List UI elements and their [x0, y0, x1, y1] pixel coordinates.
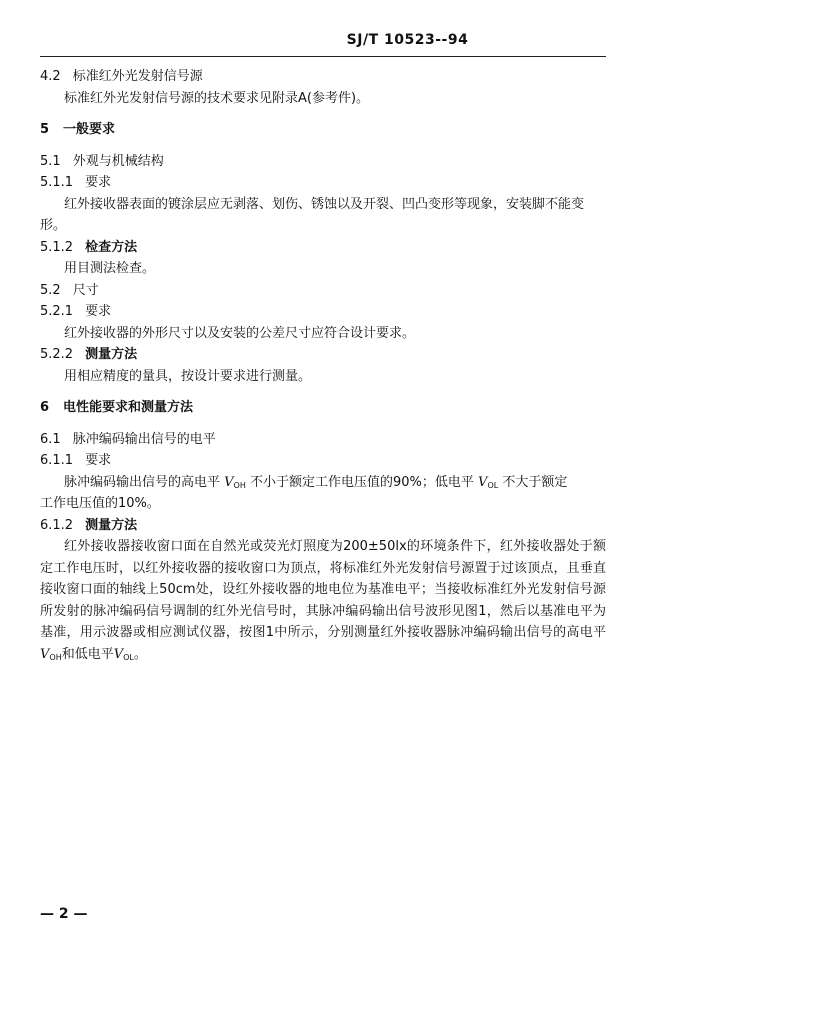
voltage-symbol: V: [478, 474, 488, 490]
page-number: — 2 —: [40, 906, 88, 922]
section-6-1-2-heading: 6.1.2 测量方法: [40, 517, 138, 533]
subscript-ol: OL: [123, 652, 134, 662]
header-rule: [40, 56, 606, 57]
subscript-oh: OH: [49, 652, 62, 662]
section-5-2-1-heading: 5.2.1 要求: [40, 304, 112, 319]
document-code-header: SJ/T 10523--94: [346, 32, 469, 48]
section-6-1-1-body-line2: 工作电压值的10%。: [40, 496, 160, 511]
page-body: [40, 66, 606, 665]
section-5-2-heading: 5.2 尺寸: [40, 282, 99, 298]
section-5-1-1-body-line1: 红外接收器表面的镀涂层应无剥落、划伤、锈蚀以及开裂、凹凸变形等现象，安装脚不能变: [64, 196, 585, 212]
subscript-ol: OL: [487, 480, 499, 490]
section-6-1-1-body-line1: 脉冲编码输出信号的高电平 $V_{OH}$ 不小于额定工作电压值的90%；低电平 $V_{OL}$ 不大于额定: [64, 474, 568, 490]
section-4-2-heading: 4.2 标准红外光发射信号源: [40, 69, 203, 84]
section-5-2-1-body: 红外接收器的外形尺寸以及安装的公差尺寸应符合设计要求。: [64, 325, 416, 341]
section-6-1-2-body: 红外接收器接收窗口面在自然光或荧光灯照度为200±50lx的环境条件下，红外接收器处于额定工作电压时，以红外接收器的接收窗口为顶点，将标准红外光发射信号源置于过该顶点，且垂直接收窗口面的轴线上50cm处，设红外接收器的地电位为基准电平；当接收标准红外光发射信号源所发射的脉冲编码信号调制的红外光信号时，其脉冲编码输出信号波形见图1，然后以基准电平为基准，用示波器或相应测试仪器，按图1中所示，分别测量红外接收器脉冲编码输出信号的高电平$V_{OH}$和低电平$V_{OL}$。: [40, 539, 606, 662]
section-5-1-2-heading: 5.1.2 检查方法: [40, 239, 138, 255]
section-5-heading: 5 一般要求: [40, 122, 116, 137]
voltage-symbol: V: [113, 646, 124, 662]
section-5-2-2-body: 用相应精度的量具，按设计要求进行测量。: [64, 368, 312, 384]
section-5-1-2-body: 用目测法检查。: [64, 261, 156, 276]
section-5-1-heading: 5.1 外观与机械结构: [40, 153, 164, 169]
voltage-symbol: V: [224, 474, 234, 490]
section-5-1-1-body-line2: 形。: [40, 218, 67, 233]
section-4-2-body: 标准红外光发射信号源的技术要求见附录A(参考件)。: [64, 90, 370, 106]
section-6-1-1-heading: 6.1.1 要求: [40, 453, 112, 468]
subscript-oh: OH: [233, 480, 246, 490]
section-5-2-2-heading: 5.2.2 测量方法: [40, 347, 138, 362]
voltage-symbol: V: [40, 646, 50, 662]
section-6-heading: 6 电性能要求和测量方法: [40, 400, 194, 415]
section-6-1-heading: 6.1 脉冲编码输出信号的电平: [40, 431, 216, 447]
section-5-1-1-heading: 5.1.1 要求: [40, 175, 112, 190]
